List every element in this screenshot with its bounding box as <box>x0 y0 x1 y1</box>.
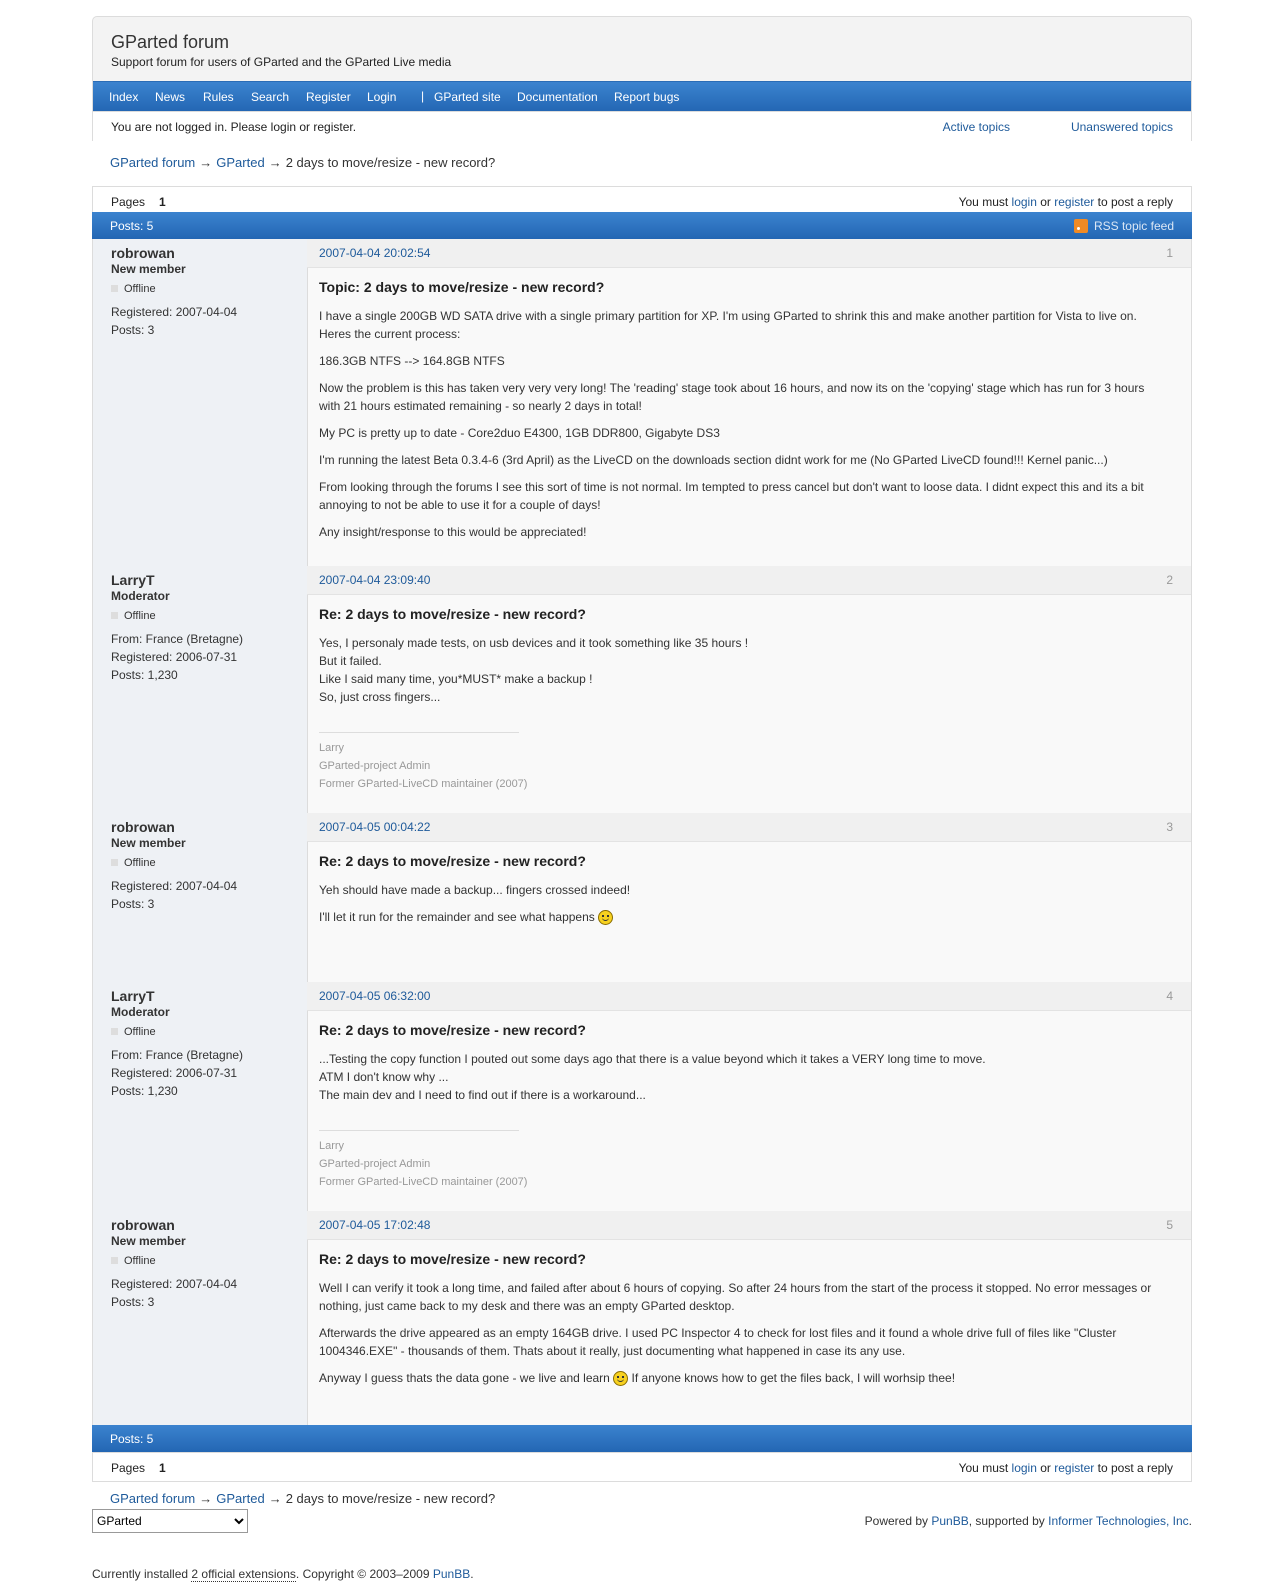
status-dot-icon <box>111 859 118 866</box>
post-3 <box>92 813 1192 983</box>
post-header <box>307 239 1191 268</box>
post-text-span: I'll let it run for the remainder and see what happens <box>319 910 595 924</box>
post-author <box>93 566 308 813</box>
signature-line: Larry <box>319 742 345 754</box>
forum-description: Support forum for users of GParted and the GParted Live media <box>111 55 452 69</box>
must-text: You must <box>958 1461 1009 1475</box>
author-info <box>111 1275 237 1311</box>
active-topics-link[interactable]: Active topics <box>942 120 1010 134</box>
punbb-link[interactable]: PunBB <box>931 1514 969 1528</box>
post-paragraph: 186.3GB NTFS --> 164.8GB NTFS <box>319 354 505 368</box>
post-paragraph <box>319 908 1161 926</box>
smiley-icon <box>598 910 613 925</box>
author-title: New member <box>111 836 186 850</box>
online-status <box>111 283 156 295</box>
online-status <box>111 857 156 869</box>
author-post-count: Posts: 3 <box>111 1295 155 1309</box>
forum-title: GParted forum <box>111 32 230 52</box>
post-signature <box>319 732 528 793</box>
posts-count: Posts: 5 <box>110 1432 154 1446</box>
post-line: But it failed. <box>319 654 382 668</box>
post-text <box>319 1050 1161 1104</box>
online-status-text: Offline <box>124 1026 156 1038</box>
post-body <box>319 1022 1161 1191</box>
post-number: 5 <box>1166 1218 1173 1232</box>
status-dot-icon <box>111 612 118 619</box>
online-status <box>111 1026 156 1038</box>
informer-link[interactable]: Informer Technologies, Inc <box>1048 1514 1189 1528</box>
post-4 <box>92 982 1192 1212</box>
must-text: You must <box>958 195 1009 209</box>
pagination-bottom <box>92 1452 1192 1482</box>
post-text-span: Anyway I guess thats the data gone - we live and learn <box>319 1371 610 1385</box>
nav-register[interactable]: Register <box>306 90 351 104</box>
post-paragraph: Afterwards the drive appeared as an empty 164GB drive. I used PC Inspector 4 to check for lost files and it found a whole drive full of files like "Cluster 1004346.EXE" - thousands of them. Thats about it really, just documenting what happened in case its any use. <box>319 1326 1117 1358</box>
post-paragraph <box>319 1369 1161 1387</box>
author-info <box>111 1046 243 1100</box>
nav-news[interactable]: News <box>155 90 186 104</box>
breadcrumb-section[interactable]: GParted <box>216 1491 265 1506</box>
post-number: 1 <box>1166 246 1173 260</box>
nav-report-bugs[interactable]: Report bugs <box>614 90 680 104</box>
post-1 <box>92 239 1192 567</box>
nav-documentation[interactable]: Documentation <box>517 90 598 104</box>
post-5 <box>92 1211 1192 1426</box>
post-paragraph: I'm running the latest Beta 0.3.4-6 (3rd April) as the LiveCD on the downloads section didnt work for me (No GParted LiveCD found!!! Kernel panic...) <box>319 453 1108 467</box>
author-registered: Registered: 2006-07-31 <box>111 650 238 664</box>
online-status <box>111 1255 156 1267</box>
post-reply-notice <box>959 195 1173 209</box>
login-status-text: You are not logged in. Please login or register. <box>111 120 357 134</box>
copyright-text: . Copyright © 2003–2009 <box>295 1567 430 1581</box>
author-info <box>111 877 237 913</box>
login-link[interactable]: login <box>1011 1461 1037 1475</box>
post-line: ...Testing the copy function I pouted out some days ago that there is a value beyond which it takes a VERY long time to move. <box>319 1052 986 1066</box>
author-from: From: France (Bretagne) <box>111 1048 244 1062</box>
post-paragraph: Any insight/response to this would be appreciated! <box>319 525 587 539</box>
breadcrumb-forum[interactable]: GParted forum <box>110 155 196 170</box>
post-header <box>307 1211 1191 1240</box>
login-link[interactable]: login <box>1011 195 1037 209</box>
author-name[interactable]: robrowan <box>111 245 175 261</box>
post-text <box>319 634 1161 706</box>
post-date-link[interactable]: 2007-04-04 20:02:54 <box>319 246 431 260</box>
smiley-icon <box>613 1371 628 1386</box>
pages-label: Pages <box>111 195 146 209</box>
powered-by-text: Powered by <box>864 1514 929 1528</box>
to-post-text: to post a reply <box>1097 1461 1173 1475</box>
breadcrumb-section[interactable]: GParted <box>216 155 265 170</box>
author-title: Moderator <box>111 589 170 603</box>
online-status-text: Offline <box>124 283 156 295</box>
author-post-count: Posts: 1,230 <box>111 668 178 682</box>
post-line: ATM I don't know why ... <box>319 1070 449 1084</box>
post-2 <box>92 566 1192 814</box>
pages-label: Pages <box>111 1461 146 1475</box>
status-dot-icon <box>111 1257 118 1264</box>
author-name[interactable]: LarryT <box>111 988 155 1004</box>
end-text: . <box>470 1567 474 1581</box>
author-from: From: France (Bretagne) <box>111 632 244 646</box>
punbb-link-2[interactable]: PunBB <box>432 1567 471 1581</box>
supported-by-text: , supported by <box>968 1514 1045 1528</box>
extensions-link[interactable]: 2 official extensions <box>191 1567 296 1581</box>
post-line: So, just cross fingers... <box>319 690 441 704</box>
post-paragraph: My PC is pretty up to date - Core2duo E4300, 1GB DDR800, Gigabyte DS3 <box>319 426 720 440</box>
main-navigation <box>93 81 1191 112</box>
post-header <box>307 813 1191 842</box>
author-info <box>111 303 237 339</box>
post-paragraph: Well I can verify it took a long time, and failed after about 6 hours of copying. So after 24 hours from the start of the process it stopped. No error messages or nothing, just came back to my desk and there was an empty GParted desktop. <box>319 1281 1152 1313</box>
author-post-count: Posts: 3 <box>111 897 155 911</box>
rss-topic-feed-link[interactable] <box>1074 219 1174 233</box>
nav-search[interactable]: Search <box>251 90 290 104</box>
nav-rules[interactable]: Rules <box>203 90 234 104</box>
online-status-text: Offline <box>124 610 156 622</box>
or-text: or <box>1040 1461 1051 1475</box>
author-name[interactable]: robrowan <box>111 1217 175 1233</box>
post-signature <box>319 1130 528 1191</box>
installed-text: Currently installed <box>92 1567 189 1581</box>
status-dot-icon <box>111 285 118 292</box>
post-date-link[interactable]: 2007-04-05 17:02:48 <box>319 1218 431 1232</box>
author-title: Moderator <box>111 1005 170 1019</box>
post-paragraph: I have a single 200GB WD SATA drive with a single primary partition for XP. I'm using GParted to shrink this and make another partition for Vista to live on. Heres the current process: <box>319 309 1137 341</box>
author-post-count: Posts: 1,230 <box>111 1084 178 1098</box>
online-status-text: Offline <box>124 857 156 869</box>
post-reply-notice <box>959 1461 1173 1475</box>
author-registered: Registered: 2007-04-04 <box>111 879 238 893</box>
forum-jump-select[interactable] <box>92 1509 248 1533</box>
post-line: Yes, I personaly made tests, on usb devices and it took something like 35 hours ! <box>319 636 749 650</box>
signature-line: Larry <box>319 1140 345 1152</box>
post-body <box>319 279 1161 550</box>
breadcrumb-forum[interactable]: GParted forum <box>110 1491 196 1506</box>
online-status <box>111 610 156 622</box>
post-title: Re: 2 days to move/resize - new record? <box>319 853 586 869</box>
signature-line: Former GParted-LiveCD maintainer (2007) <box>319 1176 528 1188</box>
post-line: The main dev and I need to find out if there is a workaround... <box>319 1088 646 1102</box>
or-text: or <box>1040 195 1051 209</box>
post-date-link[interactable]: 2007-04-05 00:04:22 <box>319 820 431 834</box>
post-text-span: If anyone knows how to get the files back, I will worhsip thee! <box>628 1371 956 1385</box>
nav-gparted-site[interactable]: GParted site <box>434 90 501 104</box>
posts-header-bar <box>92 212 1192 239</box>
register-link[interactable]: register <box>1054 1461 1095 1475</box>
author-name[interactable]: robrowan <box>111 819 175 835</box>
breadcrumb-arrow: → <box>268 155 282 170</box>
posts-count: Posts: 5 <box>110 219 154 233</box>
post-author <box>93 1211 308 1425</box>
unanswered-topics-link[interactable]: Unanswered topics <box>1070 120 1173 134</box>
author-registered: Registered: 2007-04-04 <box>111 305 238 319</box>
signature-line: GParted-project Admin <box>319 760 431 772</box>
post-author <box>93 239 308 566</box>
post-number: 2 <box>1166 573 1173 587</box>
author-name[interactable]: LarryT <box>111 572 155 588</box>
post-number: 4 <box>1166 989 1173 1003</box>
post-date-link[interactable]: 2007-04-04 23:09:40 <box>319 573 431 587</box>
posts-footer-bar <box>92 1425 1192 1452</box>
period-text: . <box>1188 1514 1192 1528</box>
post-paragraph: Now the problem is this has taken very very very long! The 'reading' stage took about 16 hours, and now its on the 'copying' stage which has run for 3 hours with 21 hours estimated remaining - so nearly 2 days in total! <box>319 381 1145 413</box>
nav-login[interactable]: Login <box>367 90 397 104</box>
current-page: 1 <box>159 195 166 209</box>
post-header <box>307 982 1191 1011</box>
post-title: Re: 2 days to move/resize - new record? <box>319 1251 586 1267</box>
post-body <box>319 853 1161 935</box>
nav-separator: | <box>421 89 425 103</box>
powered-by <box>865 1514 1192 1528</box>
breadcrumb-bottom <box>110 1491 495 1506</box>
post-paragraph: Yeh should have made a backup... fingers crossed indeed! <box>319 883 631 897</box>
forum-header <box>92 16 1192 141</box>
post-number: 3 <box>1166 820 1173 834</box>
breadcrumb-arrow: → <box>199 1491 213 1506</box>
author-registered: Registered: 2007-04-04 <box>111 1277 238 1291</box>
post-title: Topic: 2 days to move/resize - new record? <box>319 279 605 295</box>
author-info <box>111 630 243 684</box>
breadcrumb-topic: 2 days to move/resize - new record? <box>285 1491 496 1506</box>
author-title: New member <box>111 1234 186 1248</box>
current-page: 1 <box>159 1461 166 1475</box>
post-body <box>319 1251 1161 1396</box>
login-status-bar <box>93 111 1191 141</box>
post-author <box>93 813 308 982</box>
breadcrumb <box>110 155 495 170</box>
author-registered: Registered: 2006-07-31 <box>111 1066 238 1080</box>
post-author <box>93 982 308 1211</box>
breadcrumb-topic: 2 days to move/resize - new record? <box>285 155 496 170</box>
post-line: Like I said many time, you*MUST* make a backup ! <box>319 672 593 686</box>
author-title: New member <box>111 262 186 276</box>
online-status-text: Offline <box>124 1255 156 1267</box>
author-post-count: Posts: 3 <box>111 323 155 337</box>
rss-icon <box>1074 219 1088 233</box>
post-header <box>307 566 1191 595</box>
signature-line: Former GParted-LiveCD maintainer (2007) <box>319 778 528 790</box>
post-title: Re: 2 days to move/resize - new record? <box>319 1022 586 1038</box>
nav-index[interactable]: Index <box>109 90 139 104</box>
signature-line: GParted-project Admin <box>319 1158 431 1170</box>
copyright <box>92 1567 474 1581</box>
breadcrumb-arrow: → <box>268 1491 282 1506</box>
post-date-link[interactable]: 2007-04-05 06:32:00 <box>319 989 431 1003</box>
post-paragraph: From looking through the forums I see this sort of time is not normal. Im tempted to press cancel but don't want to loose data. I didnt expect this and its a bit annoying to not be able to use it for a couple of days! <box>319 480 1144 512</box>
status-dot-icon <box>111 1028 118 1035</box>
to-post-text: to post a reply <box>1097 195 1173 209</box>
post-title: Re: 2 days to move/resize - new record? <box>319 606 586 622</box>
post-body <box>319 606 1161 793</box>
breadcrumb-arrow: → <box>199 155 213 170</box>
rss-label: RSS topic feed <box>1093 219 1174 233</box>
register-link[interactable]: register <box>1054 195 1095 209</box>
